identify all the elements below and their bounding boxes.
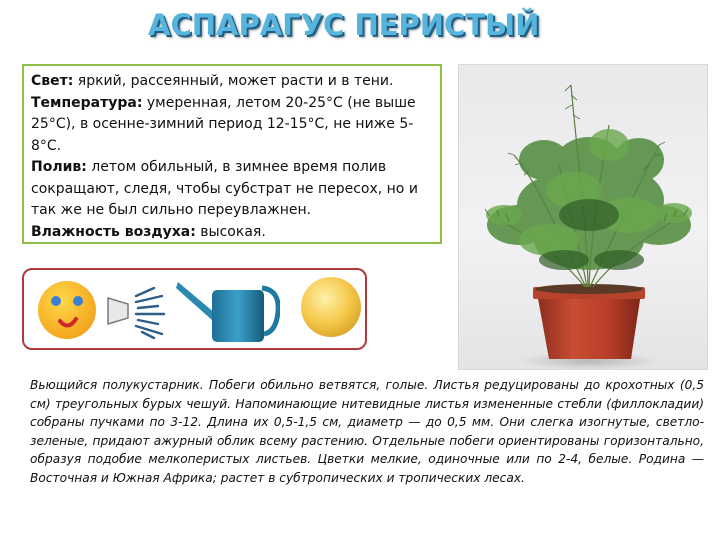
watering-line [31,157,433,222]
asparagus-plant-illustration [459,65,708,370]
light-text: яркий, рассеянный, может расти и в тени. [73,73,394,89]
watering-text: летом обильный, в зимнее время полив сокращают, следя, чтобы субстрат не пересох, но и так же не был сильно переувлажнен. [31,159,418,218]
watering-label: Полив: [31,159,87,175]
watering-can-icon [176,276,280,350]
warm-sun-disc-icon [299,275,363,343]
humidity-text: высокая. [195,223,266,240]
plant-photo [458,64,708,370]
temperature-text: умеренная, летом 20-25°C (не выше 25°C), в осенне-зимний период 12-15°C, не ниже 5-8°C. [31,94,416,154]
pot-body [537,293,641,359]
temperature-line [31,93,433,158]
care-icons-panel [22,268,367,350]
smiley-sun-icon [36,279,98,345]
plant-description: Вьющийся полукустарник. Побеги обильно ветвятся, голые. Листья редуцированы до крохотных (0,5 см) треугольных бурых чешуй. Напоминающие нитевидные листья измененные стебли (филлокладии) собраны пучками по 3-12. Длина их 0,5-1,5 см, диаметр — до 0,5 мм. Они слегка изогнутые, светло-зеленые, придают ажурный облик всему растению. Отдельные побеги ориентированы горизонтально, образуя подобие мелкоперистых листьев. Цветки мелкие, одиночные или по 2-4, белые. Родина — Восточная и Южная Африка; растет в субтропических и тропических лесах. [30,378,704,485]
temperature-label: Температура: [31,94,143,111]
care-info-box [22,64,442,244]
light-line [31,71,433,93]
light-label: Свет: [31,73,74,89]
humidity-label: Влажность воздуха: [31,223,196,240]
spray-mist-icon [106,280,176,344]
humidity-line [31,222,433,244]
page-title: АСПАРАГУС ПЕРИСТЫЙ [148,8,540,42]
